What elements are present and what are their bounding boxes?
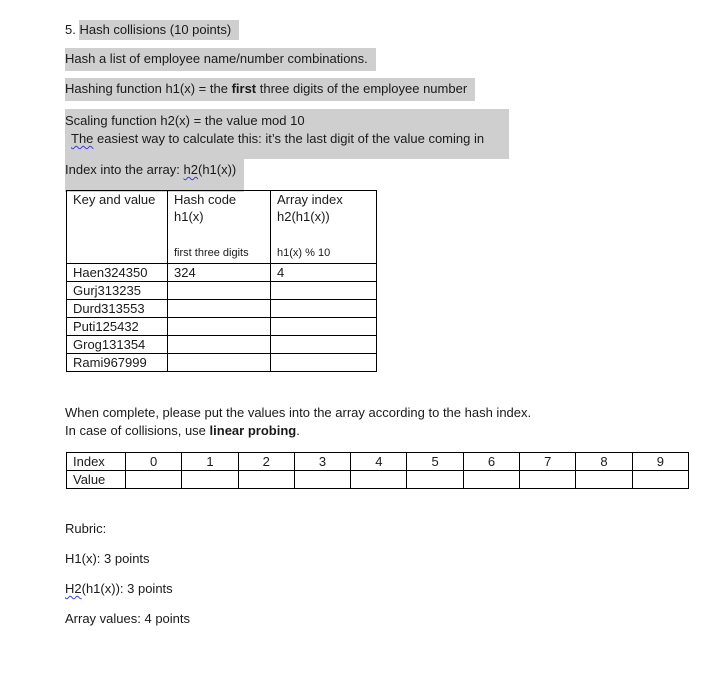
index-definition-squig: h2 (183, 162, 198, 177)
question-title (65, 21, 239, 38)
rubric-h2-rest: (h1(x)): 3 points (81, 581, 173, 596)
intro-text (65, 48, 376, 71)
table-row (67, 318, 377, 336)
row-key: Grog131354 (67, 336, 168, 354)
array-index-cell: 3 (294, 453, 350, 471)
array-value-cell[interactable] (520, 471, 576, 489)
rubric-array: Array values: 4 points (65, 611, 191, 626)
index-definition (65, 159, 244, 192)
h2-definition-line2-rest: easiest way to calculate this: it’s the last digit of the value coming in (93, 131, 485, 146)
row-array-index[interactable]: 4 (271, 264, 377, 282)
array-index-label: Index (67, 453, 126, 471)
instructions-line1: When complete, please put the values into the array according to the hash index. (65, 405, 532, 420)
h1-definition-end: three digits of the employee number (256, 81, 468, 96)
row-array-index[interactable] (271, 300, 377, 318)
header-hash-code (168, 191, 271, 264)
array-value-cell[interactable] (294, 471, 350, 489)
question-title-text: Hash collisions (10 points) (79, 20, 239, 40)
header-hash-code-note: first three digits (174, 247, 249, 259)
array-table (66, 452, 689, 489)
row-key: Durd313553 (67, 300, 168, 318)
array-index-cell: 0 (126, 453, 182, 471)
row-array-index[interactable] (271, 354, 377, 372)
header-array-index-formula: h2(h1(x)) (277, 209, 330, 224)
row-key: Gurj313235 (67, 282, 168, 300)
instructions-line2-bold: linear probing (209, 423, 297, 438)
array-index-cell: 6 (463, 453, 519, 471)
row-array-index[interactable] (271, 336, 377, 354)
row-key: Puti125432 (67, 318, 168, 336)
rubric-h2-squig: H2 (65, 581, 82, 596)
table-row (67, 300, 377, 318)
table-row (67, 354, 377, 372)
h2-definition (65, 109, 509, 159)
table-row (67, 282, 377, 300)
array-value-label: Value (67, 471, 126, 489)
row-hash-code[interactable] (168, 282, 271, 300)
question-number: 5. (65, 22, 76, 37)
array-index-cell: 2 (238, 453, 294, 471)
intro-text-value: Hash a list of employee name/number combinations. (65, 51, 368, 66)
header-array-index-label: Array index (277, 192, 343, 207)
instructions-line2 (65, 422, 300, 439)
index-definition-end: (h1(x)) (197, 162, 237, 177)
header-key (67, 191, 168, 264)
row-key: Haen324350 (67, 264, 168, 282)
instructions-line2-end: . (296, 423, 300, 438)
h2-definition-line1: Scaling function h2(x) = the value mod 10 (65, 113, 305, 128)
array-index-cell: 1 (182, 453, 238, 471)
h1-definition-bold: first (231, 81, 257, 96)
array-value-cell[interactable] (407, 471, 463, 489)
row-array-index[interactable] (271, 318, 377, 336)
array-index-row (67, 453, 689, 471)
h2-definition-line2-start: The (71, 131, 94, 146)
header-hash-code-label: Hash code (174, 192, 237, 207)
array-value-cell[interactable] (463, 471, 519, 489)
header-key-label: Key and value (73, 192, 156, 207)
array-index-cell: 4 (351, 453, 407, 471)
row-hash-code[interactable] (168, 300, 271, 318)
array-value-cell[interactable] (576, 471, 632, 489)
h2-definition-line2 (71, 130, 484, 147)
hash-table-header (67, 191, 377, 264)
row-array-index[interactable] (271, 282, 377, 300)
rubric-h1: H1(x): 3 points (65, 551, 150, 566)
h1-definition (65, 78, 475, 101)
array-index-cell: 5 (407, 453, 463, 471)
array-index-cell: 9 (632, 453, 688, 471)
row-hash-code[interactable] (168, 354, 271, 372)
instructions-line2-start: In case of collisions, use (65, 423, 210, 438)
array-value-row (67, 471, 689, 489)
table-row (67, 336, 377, 354)
array-index-cell: 8 (576, 453, 632, 471)
hash-table (66, 190, 377, 372)
array-value-cell[interactable] (126, 471, 182, 489)
array-value-cell[interactable] (182, 471, 238, 489)
row-hash-code[interactable]: 324 (168, 264, 271, 282)
array-value-cell[interactable] (632, 471, 688, 489)
table-row (67, 264, 377, 282)
row-key: Rami967999 (67, 354, 168, 372)
header-array-index-note: h1(x) % 10 (277, 247, 331, 259)
array-index-cell: 7 (520, 453, 576, 471)
row-hash-code[interactable] (168, 318, 271, 336)
row-hash-code[interactable] (168, 336, 271, 354)
rubric-h2 (65, 580, 173, 597)
header-array-index (271, 191, 377, 264)
index-definition-start: Index into the array: (65, 162, 184, 177)
array-value-cell[interactable] (238, 471, 294, 489)
array-value-cell[interactable] (351, 471, 407, 489)
header-hash-code-formula: h1(x) (174, 209, 204, 224)
h1-definition-start: Hashing function h1(x) = the (65, 81, 232, 96)
rubric-title: Rubric: (65, 521, 107, 536)
